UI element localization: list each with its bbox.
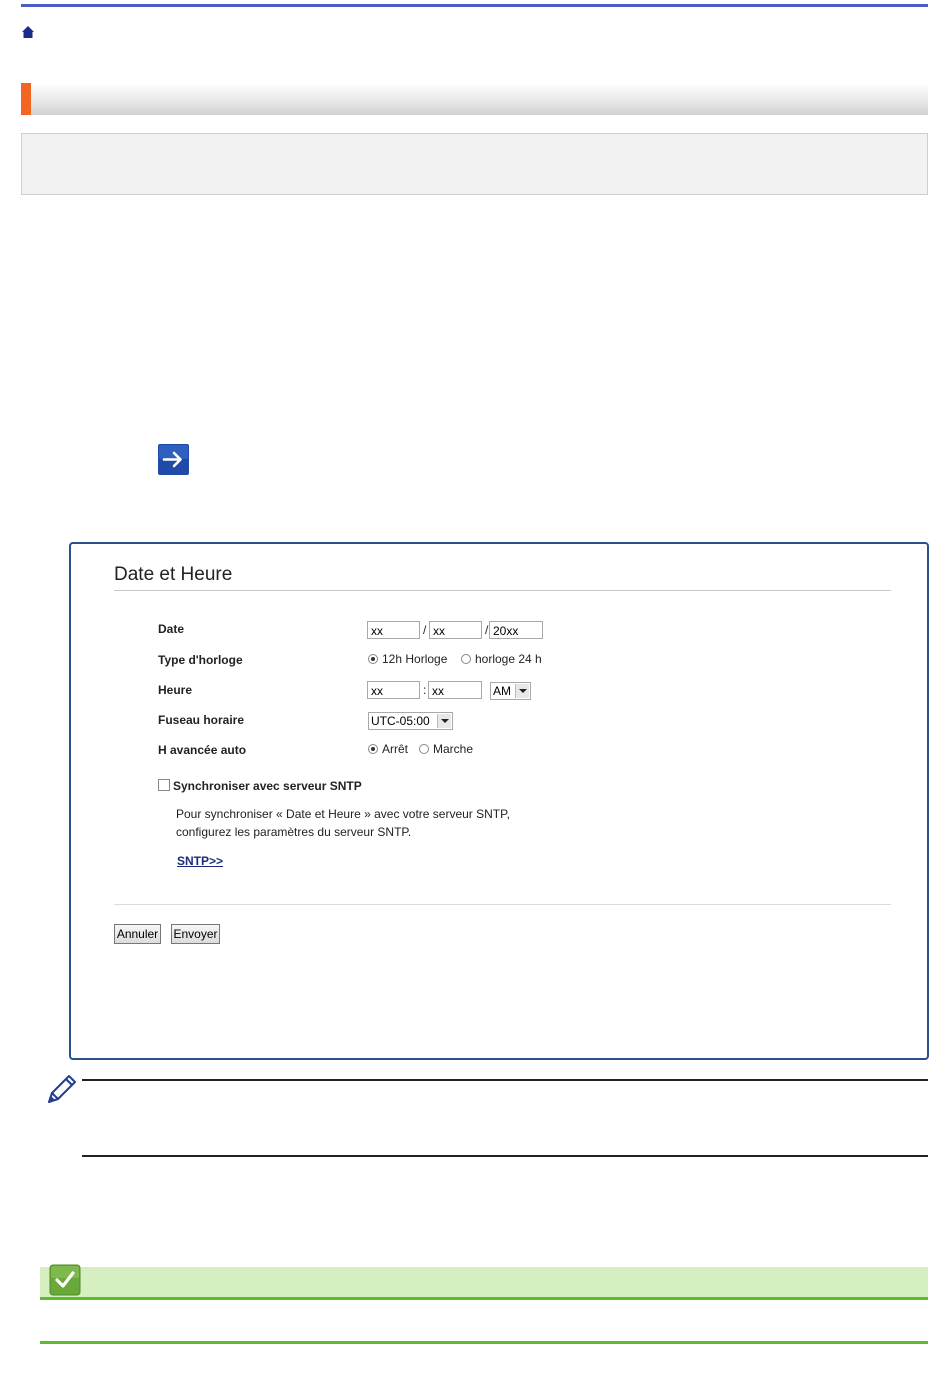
dialog-title-rule: [114, 590, 891, 591]
top-rule: [21, 4, 928, 7]
time-sep: :: [423, 683, 427, 697]
clock-type-label: Type d'horloge: [158, 653, 243, 667]
sntp-desc-line1: Pour synchroniser « Date et Heure » avec votre serveur SNTP,: [176, 807, 510, 821]
intro-box: [21, 133, 928, 195]
timezone-value: UTC-05:00: [371, 714, 430, 728]
section-title-bar: [21, 83, 928, 115]
date-sep-2: /: [485, 623, 489, 637]
date-day-input[interactable]: xx: [367, 621, 420, 639]
sntp-link[interactable]: SNTP>>: [177, 854, 224, 868]
dst-off-label: Arrêt: [382, 742, 409, 756]
dst-on-radio[interactable]: [419, 744, 429, 754]
dst-off-radio[interactable]: [368, 744, 378, 754]
dialog-footer-rule: [114, 904, 891, 905]
date-year-input[interactable]: 20xx: [489, 621, 543, 639]
clock-12h-radio[interactable]: [368, 654, 378, 664]
related-info-bar: [40, 1267, 928, 1297]
dst-label: H avancée auto: [158, 743, 247, 757]
date-sep-1: /: [423, 623, 427, 637]
dialog-title: Date et Heure: [114, 564, 233, 585]
arrow-right-icon: [158, 444, 189, 475]
timezone-label: Fuseau horaire: [158, 713, 245, 727]
ampm-value: AM: [493, 684, 511, 698]
title-accent: [21, 83, 31, 115]
time-hour-input[interactable]: xx: [367, 681, 420, 699]
checkmark-icon: [49, 1264, 81, 1296]
clock-24h-radio[interactable]: [461, 654, 471, 664]
home-icon[interactable]: [21, 25, 35, 39]
related-info-rule: [40, 1297, 928, 1300]
clock-24h-label: horloge 24 h: [475, 652, 542, 666]
sntp-desc-line2: configurez les paramètres du serveur SNTP.: [176, 825, 412, 839]
note-bottom-rule: [82, 1155, 928, 1157]
time-minute-input[interactable]: xx: [428, 681, 482, 699]
time-label: Heure: [158, 683, 193, 697]
date-label: Date: [158, 622, 185, 636]
ampm-select[interactable]: [490, 682, 531, 700]
date-time-dialog: [69, 542, 929, 1060]
submit-button[interactable]: Envoyer: [171, 924, 220, 944]
sntp-checkbox-label: Synchroniser avec serveur SNTP: [173, 779, 362, 793]
note-top-rule: [82, 1079, 928, 1081]
chevron-down-icon: [437, 714, 451, 728]
cancel-button[interactable]: Annuler: [114, 924, 161, 944]
pencil-note-icon: [44, 1072, 78, 1106]
chevron-down-icon: [515, 684, 529, 698]
dst-on-label: Marche: [433, 742, 474, 756]
timezone-select[interactable]: [368, 712, 453, 730]
date-month-input[interactable]: xx: [429, 621, 482, 639]
sntp-checkbox[interactable]: [158, 779, 170, 791]
clock-12h-label: 12h Horloge: [382, 652, 448, 666]
bottom-rule: [40, 1341, 928, 1344]
